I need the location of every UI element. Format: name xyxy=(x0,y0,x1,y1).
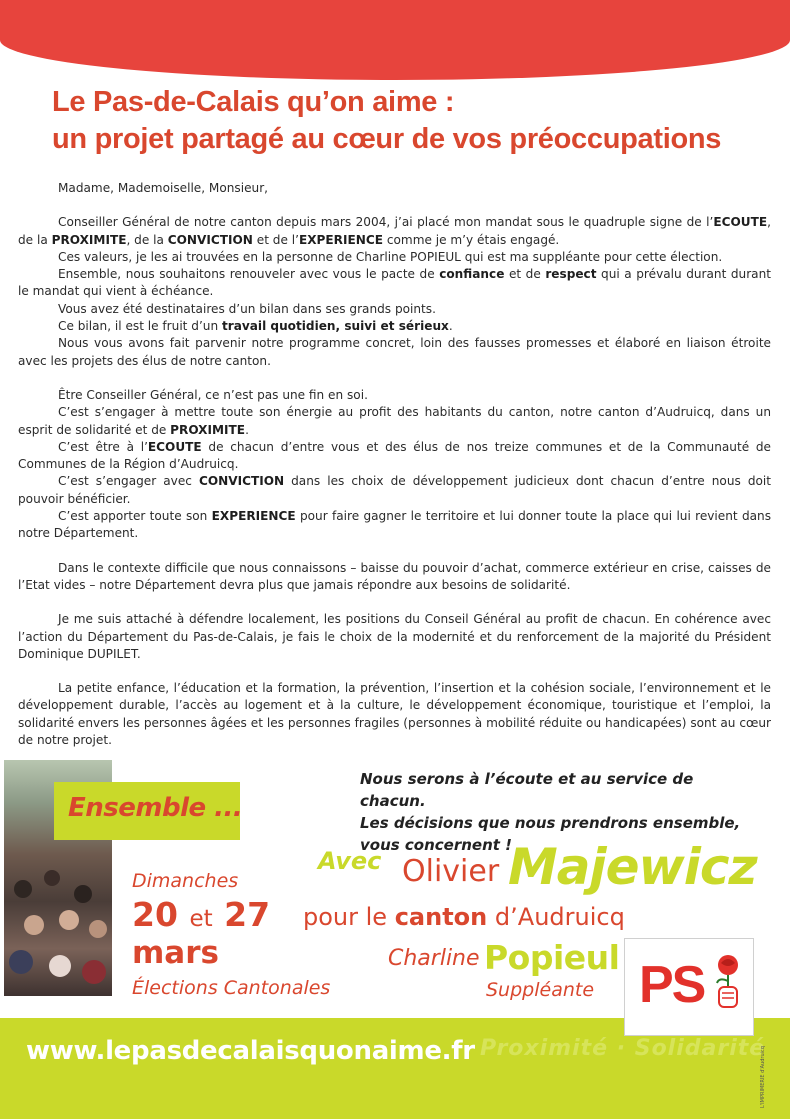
top-red-band xyxy=(0,0,790,80)
letter-paragraph: Dans le contexte difficile que nous connaissons – baisse du pouvoir d’achat, commerce extérieur en crise, caisses de l’Etat vides – notre Département devra plus que jamais répondre aux besoins de solidarité. xyxy=(18,560,771,592)
headline-line-1: Le Pas-de-Calais qu’on aime : xyxy=(52,86,455,118)
candidate-last-name: Majewicz xyxy=(508,838,757,896)
canton-name: d’Audruicq xyxy=(494,903,625,931)
letter-paragraph: Conseiller Général de notre canton depuis mars 2004, j’ai placé mon mandat sous le quadruple signe de l’ECOUTE, de la PROXIMITE, de la CONVICTION et de l’EXPERIENCE comme je m’y étais engagé. xyxy=(18,215,771,247)
letter-paragraph: Ensemble, nous souhaitons renouveler avec vous le pacte de confiance et de respect qui a prévalu durant durant le mandat qui vient à échéance. xyxy=(18,267,771,299)
canton-prefix: pour le xyxy=(303,903,388,931)
avec-label: Avec xyxy=(318,847,382,875)
slogan-line-3: vous concernent ! xyxy=(360,836,513,854)
candidate-first-name: Olivier xyxy=(402,854,500,889)
substitute-last-name: Popieul xyxy=(484,938,620,977)
slogan-line-1: Nous serons à l’écoute et au service de chacun. xyxy=(360,770,694,810)
date-conjunction: et xyxy=(189,906,213,932)
website-link[interactable]: www.lepasdecalaisquonaime.fr xyxy=(26,1036,475,1066)
slogan-line-2: Les décisions que nous prendrons ensemble, xyxy=(360,814,741,832)
letter-paragraph: C’est s’engager avec CONVICTION dans les choix de développement judicieux dont chacun d’entre nous doit pouvoir bénéficier. xyxy=(18,474,772,506)
dimanches-label: Dimanches xyxy=(132,870,239,892)
substitute-role: Suppléante xyxy=(486,979,595,1001)
election-dates xyxy=(132,895,270,934)
letter-paragraph: Nous vous avons fait parvenir notre programme concret, loin des fausses promesses et élaboré en liaison étroite avec les projets des élus de notre canton. xyxy=(18,336,771,368)
letter-paragraph: Ces valeurs, je les ai trouvées en la personne de Charline POPIEUL qui est ma suppléante pour cette élection. xyxy=(58,249,723,264)
date-first: 20 xyxy=(132,895,178,934)
letter-salutation: Madame, Mademoiselle, Monsieur, xyxy=(58,181,269,195)
date-second: 27 xyxy=(224,895,271,934)
letter-paragraph: Être Conseiller Général, ce n’est pas une fin en soi. xyxy=(58,387,368,402)
headline-line-2: un projet partagé au cœur de vos préoccupations xyxy=(52,123,722,155)
watermark-text: Proximité · Solidarité xyxy=(480,1036,766,1061)
letter-paragraph: Vous avez été destinataires d’un bilan dans ses grands points. xyxy=(58,301,436,316)
letter-paragraph: C’est s’engager à mettre toute son énergie au profit des habitants du canton, notre canton d’Audruicq, dans un esprit de solidarité et de PROXIMITE. xyxy=(18,405,771,437)
letter-paragraph: Ce bilan, il est le fruit d’un travail quotidien, suivi et sérieux. xyxy=(58,319,453,334)
page-headline xyxy=(52,84,772,158)
elections-label: Élections Cantonales xyxy=(132,977,331,999)
ps-logo xyxy=(624,938,754,1036)
letter-paragraph: La petite enfance, l’éducation et la formation, la prévention, l’insertion et la cohésion sociale, l’environnement et le développement durable, l’accès au logement et à la culture, le développement économique, touristique et l’emploi, la solidarité envers les personnes âgées et les personnes fragiles (personnes à mobilité réduite ou handicapées) sont au cœur de notre projet. xyxy=(18,681,771,748)
ensemble-label: Ensemble ... xyxy=(68,793,243,823)
letter-paragraph: C’est apporter toute son EXPERIENCE pour faire gagner le territoire et lui donner toute la place qui lui revient dans notre Département. xyxy=(18,509,771,541)
canton-word: canton xyxy=(394,903,488,931)
letter-body xyxy=(18,180,771,749)
letter-paragraph: Je me suis attaché à défendre localement, les positions du Conseil Général au profit de chacun. En cohérence avec l’action du Département du Pas-de-Calais, je fais le choix de la modernité et du renforcement de la majorité du Président Dominique DUPILET. xyxy=(18,612,771,661)
canton-line xyxy=(303,903,625,931)
printer-credit: L'IMPRIMERIE d'Audruicq xyxy=(760,1046,766,1108)
substitute-first-name: Charline xyxy=(388,946,480,971)
letter-paragraph: C’est être à l’ECOUTE de chacun d’entre vous et des élus de nos treize communes et de la Communauté de Communes de la Région d’Audruicq. xyxy=(18,439,771,472)
rose-fist-icon xyxy=(711,953,745,1015)
election-month: mars xyxy=(132,935,219,971)
ps-logo-text: PS xyxy=(639,956,705,1014)
